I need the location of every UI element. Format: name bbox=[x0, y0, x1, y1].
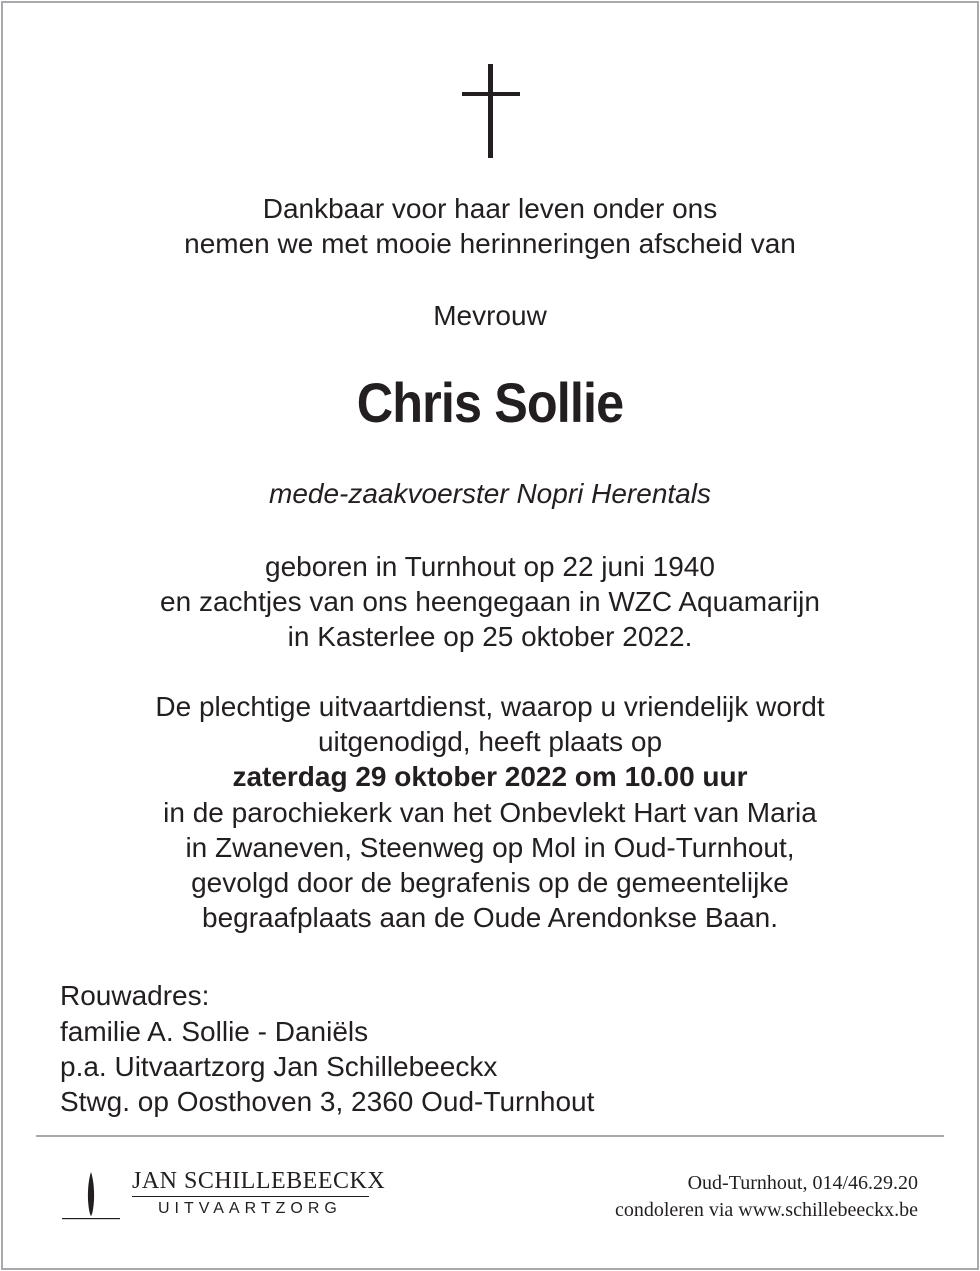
brand-underline bbox=[132, 1196, 369, 1197]
address-street: Stwg. op Oosthoven 3, 2360 Oud-Turnhout bbox=[60, 1086, 595, 1117]
address-family: familie A. Sollie - Daniëls bbox=[60, 1016, 369, 1047]
address-heading: Rouwadres: bbox=[60, 980, 210, 1011]
contact-website: condoleren via www.schillebeeckx.be bbox=[614, 1199, 918, 1221]
deceased-role: mede-zaakvoerster Nopri Herentals bbox=[269, 478, 711, 509]
footer-divider bbox=[36, 1135, 944, 1137]
intro-line-2: nemen we met mooie herinneringen afscheid van bbox=[184, 228, 796, 259]
death-line-1: en zachtjes van ons heengegaan in WZC Aquamarijn bbox=[160, 586, 820, 617]
service-line-6: begraafplaats aan de Oude Arendonkse Baan. bbox=[202, 902, 778, 933]
contact-phone: Oud-Turnhout, 014/46.29.20 bbox=[687, 1172, 918, 1194]
address-care-of: p.a. Uitvaartzorg Jan Schillebeeckx bbox=[60, 1051, 498, 1082]
brand-subtitle: UITVAARTZORG bbox=[158, 1200, 342, 1217]
cross-icon bbox=[462, 64, 520, 160]
salutation: Mevrouw bbox=[433, 300, 547, 331]
service-line-2: uitgenodigd, heeft plaats op bbox=[317, 726, 663, 757]
death-line-2: in Kasterlee op 25 oktober 2022. bbox=[287, 621, 693, 652]
service-line-1: De plechtige uitvaartdienst, waarop u vriendelijk wordt bbox=[155, 691, 825, 722]
service-line-4: in Zwaneven, Steenweg op Mol in Oud-Turnhout, bbox=[185, 832, 795, 863]
birth-line: geboren in Turnhout op 22 juni 1940 bbox=[265, 551, 715, 582]
service-line-5: gevolgd door de begrafenis op de gemeentelijke bbox=[191, 867, 789, 898]
intro-line-1: Dankbaar voor haar leven onder ons bbox=[262, 193, 718, 224]
service-line-3: in de parochiekerk van het Onbevlekt Hart van Maria bbox=[163, 797, 817, 828]
brand-name: JAN SCHILLEBEECKX bbox=[132, 1168, 386, 1194]
deceased-name: Chris Sollie bbox=[356, 371, 624, 434]
cypress-tree-icon bbox=[62, 1168, 120, 1222]
service-datetime: zaterdag 29 oktober 2022 om 10.00 uur bbox=[232, 761, 748, 792]
